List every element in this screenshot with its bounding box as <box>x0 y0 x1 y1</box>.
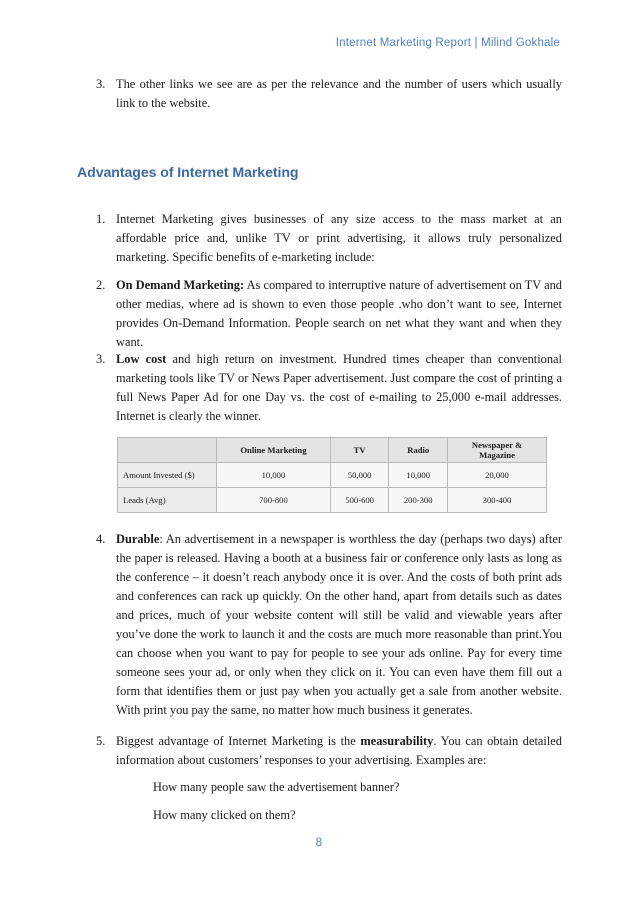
example-line: How many people saw the advertisement banner? <box>153 780 400 794</box>
list-bold-lead: Low cost <box>116 352 167 366</box>
intro-list-item <box>96 75 562 113</box>
table-cell: 500-600 <box>330 488 389 513</box>
list-number: 5. <box>96 734 106 748</box>
list-number: 4. <box>96 532 106 546</box>
list-bold-lead: On Demand Marketing: <box>116 278 245 292</box>
table-header-cell <box>118 438 217 463</box>
list-bold-lead: measurability <box>360 734 434 748</box>
list-text <box>116 210 562 267</box>
list-body-pre: Biggest advantage of Internet Marketing is the <box>116 734 361 748</box>
table-header-cell: Radio <box>389 438 448 463</box>
example-line: How many clicked on them? <box>153 808 296 822</box>
running-header: Internet Marketing Report | Milind Gokhale <box>335 37 560 49</box>
table-cell: 10,000 <box>389 463 448 488</box>
table-header-row <box>118 438 547 463</box>
list-number: 2. <box>96 278 106 292</box>
table-row-label: Amount Invested ($) <box>118 463 217 488</box>
list-text: The other links we see are as per the relevance and the number of users which usually link to the website. <box>116 77 562 110</box>
table-cell: 700-800 <box>217 488 331 513</box>
list-text <box>116 350 562 426</box>
list-number: 3. <box>96 77 106 91</box>
list-item-2 <box>96 276 562 352</box>
table-cell: 50,000 <box>330 463 389 488</box>
list-text <box>116 732 562 770</box>
list-item-1 <box>96 210 562 267</box>
table-cell: 20,000 <box>448 463 547 488</box>
cost-comparison-table <box>117 437 547 513</box>
list-body: As compared to interruptive nature of advertisement on TV and other medias, where ad is shown to even those people .who don’t want to see, Internet provides On-Demand Information. People search on net what they want and when they want. <box>116 278 562 349</box>
list-bold-lead: Durable <box>116 532 160 546</box>
page-number: 8 <box>315 837 323 849</box>
list-text <box>116 276 562 352</box>
table-row <box>118 488 547 513</box>
list-item-5 <box>96 732 562 770</box>
table-row-label: Leads (Avg) <box>118 488 217 513</box>
list-number: 1. <box>96 212 106 226</box>
table-cell: 300-400 <box>448 488 547 513</box>
list-body: : An advertisement in a newspaper is worthless the day (perhaps two days) after the paper is released. Having a booth at a business fair or conference only lasts as long as the conference – it doesn’t reach anybody once it is over. And the costs of both print ads and conferences can rack up quickly. On the other hand, apart from details such as dates and prices, much of your website content will still be valid and viewable years after you’ve done the work to launch it and the costs are much more reasonable than print.You can choose when you want to pay for people to see your ads online. Pay for every time someone sees your ad, or only when they click on it. You can even have them fill out a form that identifies them or just pay when you actually get a sale from another website. With print you pay the same, no matter how much business it generates. <box>116 532 562 717</box>
table-header-cell: Online Marketing <box>217 438 331 463</box>
list-body: . You can obtain detailed information about customers’ responses to your advertising. Examples are: <box>116 734 562 767</box>
list-number: 3. <box>96 352 106 366</box>
list-body: and high return on investment. Hundred times cheaper than conventional marketing tools like TV or News Paper advertisement. Just compare the cost of printing a full News Paper Ad for one Day vs. the cost of e-mailing to 25,000 e-mail addresses. Internet is clearly the winner. <box>116 352 562 423</box>
list-item-3 <box>96 350 562 426</box>
list-item-4 <box>96 530 562 720</box>
list-text <box>116 530 562 720</box>
table-header-cell: TV <box>330 438 389 463</box>
table-cell: 10,000 <box>217 463 331 488</box>
section-heading: Advantages of Internet Marketing <box>77 165 299 181</box>
table-cell: 200-300 <box>389 488 448 513</box>
table-row <box>118 463 547 488</box>
list-body: Internet Marketing gives businesses of any size access to the mass market at an affordable price and, unlike TV or print advertising, it allows truly personalized marketing. Specific benefits of e-marketing include: <box>116 212 562 264</box>
table-header-cell: Newspaper & Magazine <box>448 438 547 463</box>
